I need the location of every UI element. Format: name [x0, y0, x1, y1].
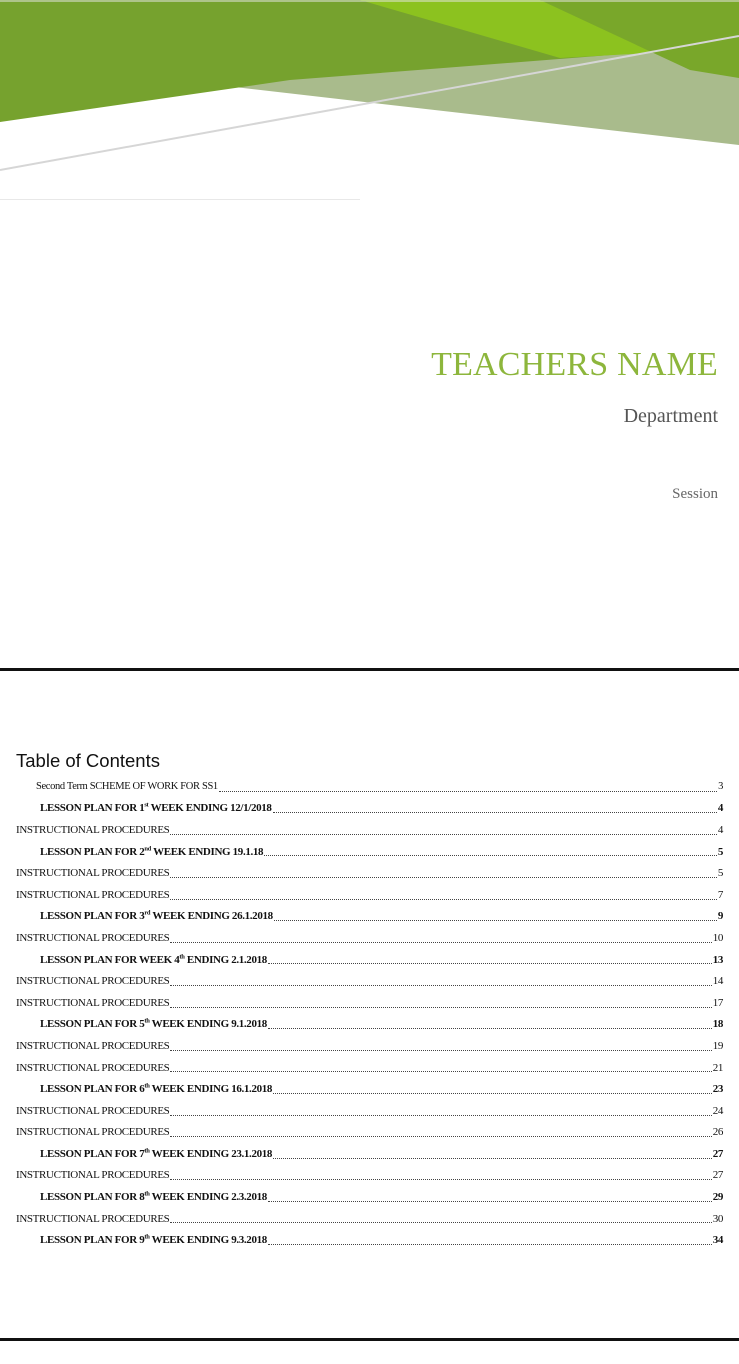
toc-entry[interactable]: [0, 1208, 739, 1230]
toc-page-number: 26: [712, 1126, 723, 1139]
toc-entry-title: [40, 846, 263, 858]
toc-entry-ordinal-suffix: th: [144, 1190, 150, 1198]
toc-entry-title-rest: WEEK ENDING 2.3.2018: [149, 1191, 267, 1204]
toc-page-number: 5: [717, 867, 723, 880]
toc-entry[interactable]: [0, 1057, 739, 1079]
toc-dot-leader: [273, 1093, 712, 1094]
cover-page: [0, 0, 739, 668]
toc-page-number: 21: [712, 1061, 723, 1074]
toc-page-number: 7: [717, 888, 723, 901]
toc-dot-leader: [170, 985, 711, 986]
toc-entry-title-text: INSTRUCTIONAL PROCEDURES: [16, 823, 170, 836]
toc-entry-title-rest: WEEK ENDING 9.1.2018: [149, 1018, 267, 1031]
toc-entry-title: [36, 781, 218, 792]
toc-entry-title: [16, 1126, 169, 1138]
toc-entry[interactable]: [0, 949, 739, 971]
toc-entry-title: [16, 1062, 169, 1074]
toc-entry[interactable]: [0, 776, 739, 798]
toc-entry-title-text: LESSON PLAN FOR 3: [40, 910, 145, 923]
toc-entry[interactable]: [0, 1122, 739, 1144]
toc-entry-title-text: LESSON PLAN FOR 2: [40, 845, 145, 858]
toc-page-number: 23: [712, 1083, 723, 1096]
toc-entry-title-text: LESSON PLAN FOR WEEK 4: [40, 953, 180, 966]
toc-entry-title-text: INSTRUCTIONAL PROCEDURES: [16, 888, 170, 901]
toc-dot-leader: [274, 920, 717, 921]
toc-page-number: 30: [712, 1212, 723, 1225]
toc-entry-title: [16, 1040, 169, 1052]
toc-entry-title: [16, 824, 169, 836]
toc-dot-leader: [268, 1244, 712, 1245]
toc-entry-title-text: INSTRUCTIONAL PROCEDURES: [16, 1104, 170, 1117]
toc-entry-title: [16, 1213, 169, 1225]
toc-entry-title: [16, 889, 169, 901]
toc-entry[interactable]: [0, 819, 739, 841]
toc-dot-leader: [264, 855, 717, 856]
toc-entry-title-rest: ENDING 2.1.2018: [184, 953, 267, 966]
toc-entry-title-rest: WEEK ENDING 16.1.2018: [149, 1083, 273, 1096]
toc-entry-title: [40, 1083, 272, 1095]
cover-banner-graphic: [0, 0, 739, 210]
toc-entry-ordinal-suffix: th: [179, 952, 185, 960]
toc-entry[interactable]: [0, 1186, 739, 1208]
toc-dot-leader: [170, 877, 716, 878]
toc-entry-title-text: LESSON PLAN FOR 1: [40, 802, 145, 815]
cover-department: Department: [623, 405, 718, 427]
toc-entry-title-text: INSTRUCTIONAL PROCEDURES: [16, 931, 170, 944]
toc-entry-ordinal-suffix: nd: [144, 844, 151, 852]
toc-page-number: 27: [712, 1169, 723, 1182]
toc-dot-leader: [170, 834, 716, 835]
toc-dot-leader: [170, 1115, 711, 1116]
toc-entry-title-text: INSTRUCTIONAL PROCEDURES: [16, 1126, 170, 1139]
toc-page-number: 9: [717, 910, 723, 923]
toc-dot-leader: [170, 899, 716, 900]
toc-page-number: 34: [712, 1234, 723, 1247]
toc-page-number: 18: [712, 1018, 723, 1031]
cover-title: TEACHERS NAME: [431, 346, 718, 383]
toc-dot-leader: [273, 1158, 712, 1159]
toc-entry-title: [16, 867, 169, 879]
toc-dot-leader: [170, 1136, 711, 1137]
toc-entry-title: [40, 1018, 267, 1030]
page-separator: [0, 1338, 739, 1341]
toc-page: [0, 672, 739, 1338]
toc-entry-ordinal-suffix: th: [144, 1082, 150, 1090]
toc-entry-title: [40, 802, 272, 814]
toc-entry-ordinal-suffix: rd: [144, 909, 151, 917]
toc-page-number: 19: [712, 1039, 723, 1052]
toc-entry-title: [40, 1234, 267, 1246]
toc-page-number: 5: [717, 845, 723, 858]
toc-page-number: 3: [718, 781, 723, 793]
toc-entry[interactable]: [0, 841, 739, 863]
toc-entry-title-rest: WEEK ENDING 26.1.2018: [150, 910, 273, 923]
toc-dot-leader: [170, 942, 711, 943]
toc-entry[interactable]: [0, 1143, 739, 1165]
toc-entry-title: [40, 910, 273, 922]
toc-entry[interactable]: [0, 927, 739, 949]
toc-entry-title-text: INSTRUCTIONAL PROCEDURES: [16, 867, 170, 880]
toc-page-number: 4: [717, 823, 723, 836]
toc-page-number: 4: [717, 802, 723, 815]
toc-dot-leader: [170, 1007, 711, 1008]
toc-entry-title: [16, 997, 169, 1009]
toc-page-number: 29: [712, 1191, 723, 1204]
toc-dot-leader: [268, 1028, 712, 1029]
toc-entry-ordinal-suffix: th: [144, 1233, 150, 1241]
toc-entry[interactable]: [0, 906, 739, 928]
toc-entry-title-text: LESSON PLAN FOR 9: [40, 1234, 145, 1247]
toc-dot-leader: [170, 1222, 711, 1223]
toc-entry-title: [16, 932, 169, 944]
toc-dot-leader: [219, 791, 717, 792]
cover-session: Session: [672, 486, 718, 502]
cover-divider: [0, 199, 360, 200]
toc-page-number: 17: [712, 996, 723, 1009]
toc-entry-title-text: INSTRUCTIONAL PROCEDURES: [16, 1169, 170, 1182]
toc-entry-title-text: INSTRUCTIONAL PROCEDURES: [16, 1061, 170, 1074]
toc-entry[interactable]: [0, 1035, 739, 1057]
toc-entry[interactable]: [0, 992, 739, 1014]
toc-heading: Table of Contents: [16, 750, 160, 771]
toc-entry-title-rest: WEEK ENDING 12/1/2018: [148, 802, 272, 815]
toc-entry-ordinal-suffix: th: [144, 1147, 150, 1155]
toc-entry-title-text: INSTRUCTIONAL PROCEDURES: [16, 975, 170, 988]
toc-page-number: 14: [712, 975, 723, 988]
toc-entry[interactable]: [0, 798, 739, 820]
toc-page-number: 13: [712, 953, 723, 966]
toc-entry-title: [16, 1169, 169, 1181]
toc-entry-title-rest: WEEK ENDING 19.1.18: [150, 845, 264, 858]
toc-entry-title-rest: WEEK ENDING 9.3.2018: [149, 1234, 267, 1247]
toc-entry-title-text: LESSON PLAN FOR 8: [40, 1191, 145, 1204]
toc-entry-title: [16, 975, 169, 987]
toc-dot-leader: [170, 1179, 711, 1180]
toc-entry-title: [40, 1191, 267, 1203]
toc-page-number: 24: [712, 1104, 723, 1117]
toc-entry[interactable]: [0, 1014, 739, 1036]
toc-entry[interactable]: [0, 1100, 739, 1122]
toc-entry-ordinal-suffix: th: [144, 1017, 150, 1025]
toc-entry[interactable]: [0, 884, 739, 906]
toc-entry-title-rest: WEEK ENDING 23.1.2018: [149, 1147, 273, 1160]
toc-entry[interactable]: [0, 1229, 739, 1251]
toc-page-number: 10: [712, 931, 723, 944]
toc-entry[interactable]: [0, 970, 739, 992]
toc-dot-leader: [170, 1050, 711, 1051]
toc-entry-title-text: LESSON PLAN FOR 7: [40, 1147, 145, 1160]
toc-entry-ordinal-suffix: st: [144, 801, 149, 809]
toc-entry[interactable]: [0, 1078, 739, 1100]
toc-page-number: 27: [712, 1147, 723, 1160]
toc-dot-leader: [268, 963, 712, 964]
toc-entry-title-text: LESSON PLAN FOR 5: [40, 1018, 145, 1031]
toc-entry[interactable]: [0, 1165, 739, 1187]
toc-entry-title-text: Second Term SCHEME OF WORK FOR SS1: [36, 781, 218, 793]
toc-entry-title-text: INSTRUCTIONAL PROCEDURES: [16, 1039, 170, 1052]
toc-entry-title-text: INSTRUCTIONAL PROCEDURES: [16, 996, 170, 1009]
toc-entry-title: [40, 954, 267, 966]
toc-entry[interactable]: [0, 862, 739, 884]
toc-dot-leader: [170, 1071, 711, 1072]
toc-dot-leader: [268, 1201, 712, 1202]
toc-list: [0, 776, 739, 1251]
toc-entry-title-text: LESSON PLAN FOR 6: [40, 1083, 145, 1096]
page-separator: [0, 668, 739, 671]
toc-dot-leader: [273, 812, 717, 813]
toc-entry-title: [16, 1105, 169, 1117]
toc-entry-title-text: INSTRUCTIONAL PROCEDURES: [16, 1212, 170, 1225]
toc-entry-title: [40, 1148, 272, 1160]
